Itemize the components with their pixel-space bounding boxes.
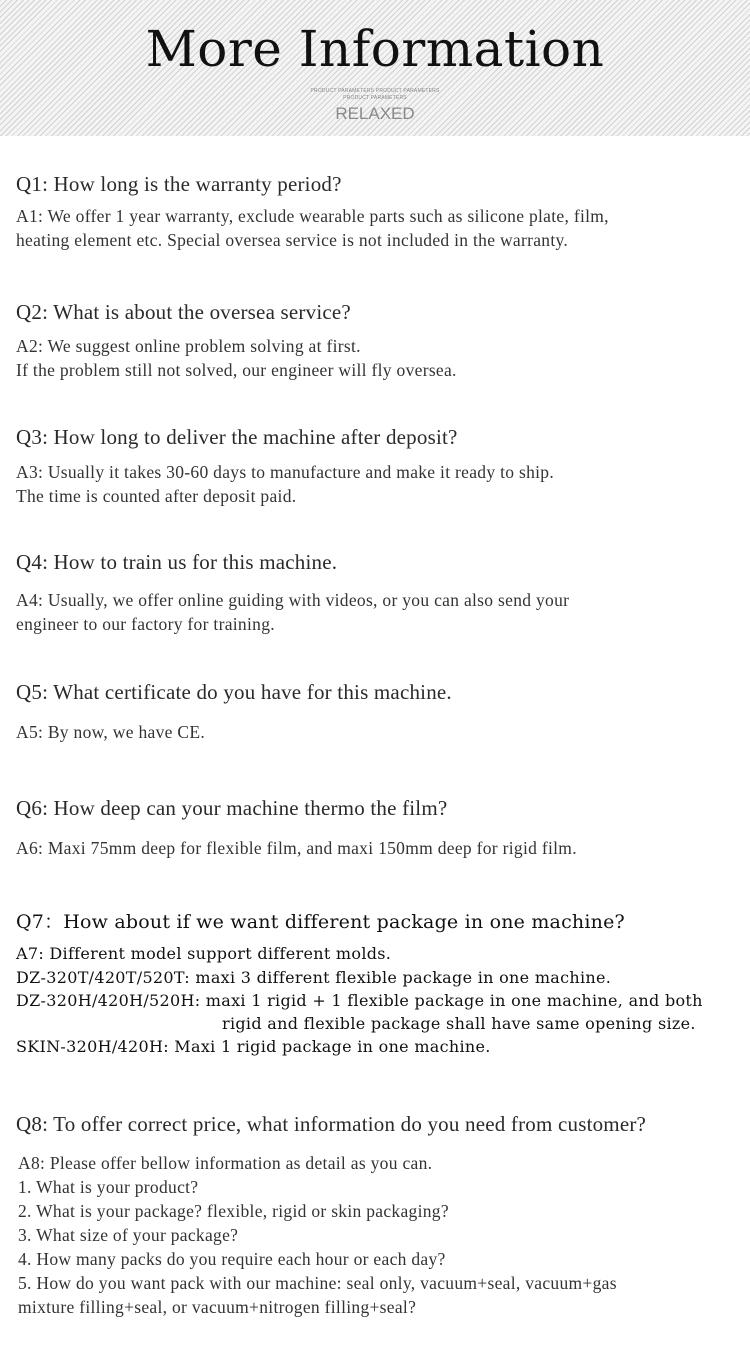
question-4: Q4: How to train us for this machine. bbox=[16, 550, 338, 574]
answer-4-line: engineer to our factory for training. bbox=[16, 614, 275, 634]
answer-3-line: The time is counted after deposit paid. bbox=[16, 486, 297, 506]
answer-6-line: A6: Maxi 75mm deep for flexible film, and maxi 150mm deep for rigid film. bbox=[16, 838, 577, 858]
answer-7-line: rigid and flexible package shall have same opening size. bbox=[222, 1014, 696, 1033]
answer-8-line: mixture filling+seal, or vacuum+nitrogen filling+seal? bbox=[18, 1297, 417, 1317]
question-6: Q6: How deep can your machine thermo the film? bbox=[16, 796, 448, 820]
question-1: Q1: How long is the warranty period? bbox=[16, 172, 342, 196]
answer-4-line: A4: Usually, we offer online guiding with videos, or you can also send your bbox=[16, 590, 570, 610]
answer-8-line: 4. How many packs do you require each hour or each day? bbox=[18, 1249, 446, 1269]
answer-5-line: A5: By now, we have CE. bbox=[16, 722, 206, 742]
question-3: Q3: How long to deliver the machine after deposit? bbox=[16, 425, 458, 449]
answer-7-line: DZ-320T/420T/520T: maxi 3 different flexible package in one machine. bbox=[16, 968, 612, 987]
header-banner bbox=[0, 0, 750, 136]
answer-8-line: 3. What size of your package? bbox=[18, 1225, 239, 1245]
answer-1-line: A1: We offer 1 year warranty, exclude wearable parts such as silicone plate, film, bbox=[16, 206, 609, 226]
answer-8-line: A8: Please offer bellow information as detail as you can. bbox=[18, 1153, 433, 1173]
answer-3-line: A3: Usually it takes 30-60 days to manufacture and make it ready to ship. bbox=[16, 462, 555, 482]
question-8: Q8: To offer correct price, what information do you need from customer? bbox=[16, 1112, 647, 1136]
answer-8-line: 5. How do you want pack with our machine: seal only, vacuum+seal, vacuum+gas bbox=[18, 1273, 617, 1293]
page-title: More Information bbox=[145, 20, 605, 78]
answer-2-line: A2: We suggest online problem solving at first. bbox=[16, 336, 361, 356]
answer-8-line: 1. What is your product? bbox=[18, 1177, 199, 1197]
header-subtitle: RELAXED bbox=[335, 104, 415, 123]
answer-8-line: 2. What is your package? flexible, rigid or skin packaging? bbox=[18, 1201, 449, 1221]
answer-2-line: If the problem still not solved, our engineer will fly oversea. bbox=[16, 360, 457, 380]
answer-1-line: heating element etc. Special oversea service is not included in the warranty. bbox=[16, 230, 569, 250]
header-micro-text: PRODUCT PARAMETERS PRODUCT PARAMETERS bbox=[310, 88, 440, 94]
answer-7-line: DZ-320H/420H/520H: maxi 1 rigid + 1 flexible package in one machine, and both bbox=[16, 991, 703, 1010]
header-micro-text: PRODUCT PARAMETERS bbox=[343, 95, 407, 101]
answer-7-line: SKIN-320H/420H: Maxi 1 rigid package in one machine. bbox=[16, 1037, 491, 1056]
question-2: Q2: What is about the oversea service? bbox=[16, 300, 351, 324]
question-5: Q5: What certificate do you have for this machine. bbox=[16, 680, 452, 704]
answer-7-line: A7: Different model support different molds. bbox=[16, 944, 392, 963]
question-7: Q7：How about if we want different package in one machine? bbox=[16, 911, 625, 933]
